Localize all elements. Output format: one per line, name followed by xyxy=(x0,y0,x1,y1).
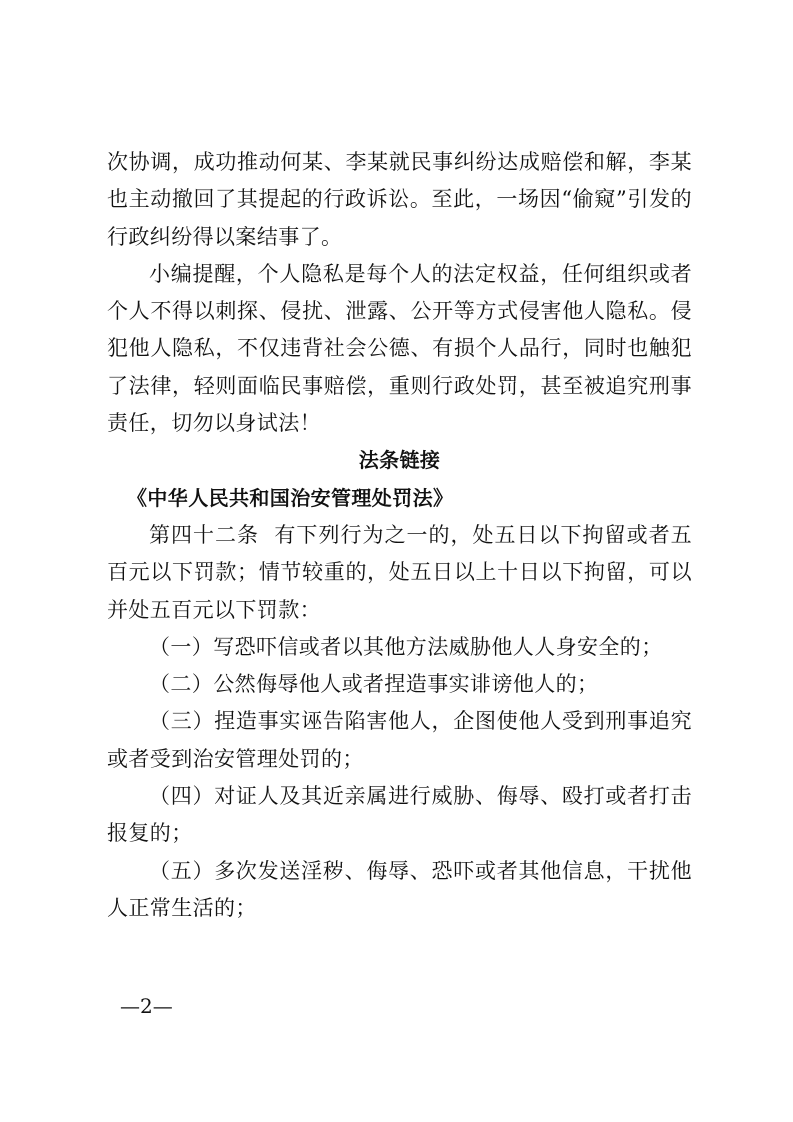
paragraph-continuation: 次协调，成功推动何某、李某就民事纠纷达成赔偿和解，李某也主动撤回了其提起的行政诉讼。至此，一场因“偷窥”引发的行政纠纷得以案结事了。 xyxy=(107,150,692,249)
page-number: —2— xyxy=(120,994,173,1018)
paragraph-reminder: 小编提醒，个人隐私是每个人的法定权益，任何组织或者个人不得以刺探、侵扰、泄露、公开等方式侵害他人隐私。侵犯他人隐私，不仅违背社会公德、有损个人品行，同时也触犯了法律，轻则面临民事赔偿，重则行政处罚，甚至被追究刑事责任，切勿以身试法！ xyxy=(107,261,692,436)
article-item-1: （一）写恐吓信或者以其他方法威胁他人人身安全的； xyxy=(149,634,663,659)
article-text: 有下列行为之一的，处五日以下拘留或者五百元以下罚款；情节较重的，处五日以上十日以下拘留，可以并处五百元以下罚款： xyxy=(107,522,692,622)
document-body xyxy=(107,144,692,927)
article-item-4: （四）对证人及其近亲属进行威胁、侮辱、殴打或者打击报复的； xyxy=(107,784,692,846)
article-item-3: （三）捏造事实诬告陷害他人，企图使他人受到刑事追究或者受到治安管理处罚的； xyxy=(107,709,692,771)
article-paragraph xyxy=(107,517,692,629)
article-item-2: （二）公然侮辱他人或者捏造事实诽谤他人的； xyxy=(149,672,599,697)
law-title: 《中华人民共和国治安管理处罚法》 xyxy=(127,485,454,510)
section-heading: 法条链接 xyxy=(358,448,441,473)
article-number: 第四十二条 xyxy=(149,522,260,547)
article-item-5: （五）多次发送淫秽、侮辱、恐吓或者其他信息，干扰他人正常生活的； xyxy=(107,858,692,920)
